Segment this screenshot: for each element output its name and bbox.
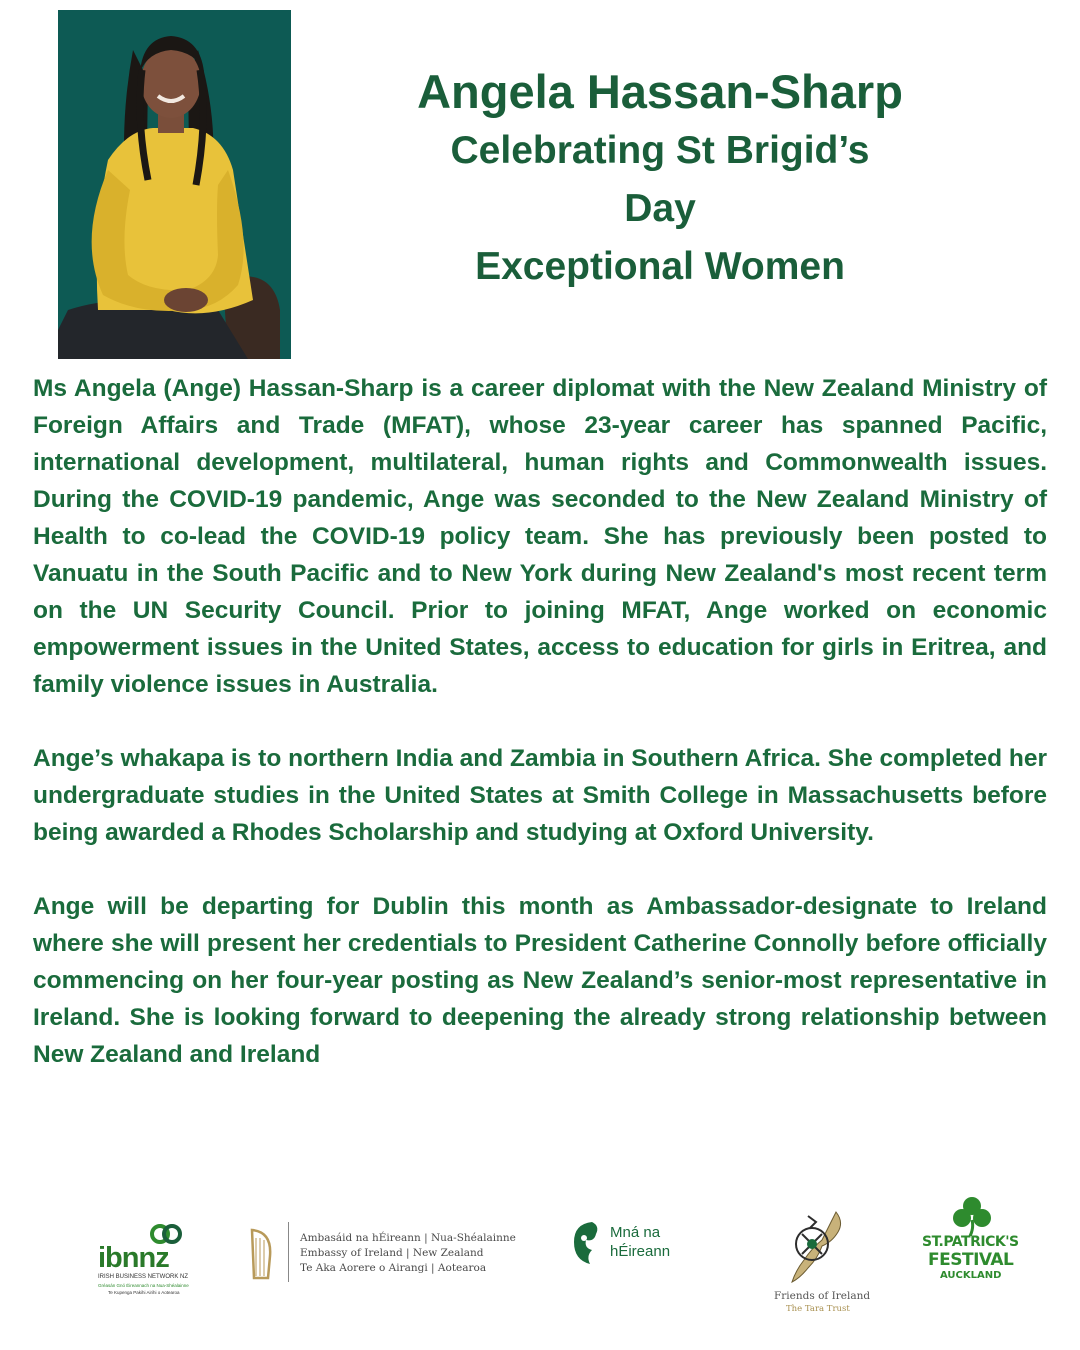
embassy-logo [246, 1222, 516, 1284]
friends-of-ireland-logo [770, 1208, 871, 1318]
mna-line-1: Mná na [610, 1224, 661, 1241]
festival-line-1: ST.PATRICK'S [922, 1234, 1019, 1250]
festival-line-2: FESTIVAL [928, 1250, 1014, 1270]
subtitle-line-3: Exceptional Women [475, 245, 845, 288]
ibnnz-line-3: Te Kupenga Pakihi Airihi o Aotearoa [108, 1290, 180, 1295]
friends-line-2: The Tara Trust [786, 1304, 850, 1314]
st-patricks-festival-logo [922, 1196, 1022, 1286]
ibnnz-line-2: Gréasán Gnó Éireannach na Nua-Shéalainne [98, 1283, 189, 1288]
subtitle-line-1: Celebrating St Brigid’s [450, 129, 870, 172]
title-block [340, 62, 980, 296]
ibnnz-logo [98, 1220, 190, 1300]
bio-paragraph-1: Ms Angela (Ange) Hassan-Sharp is a career diplomat with the New Zealand Ministry of Foreign Affairs and Trade (MFAT), whose 23-year career has spanned Pacific, international development, multilateral, human rights and Commonwealth issues. During the COVID-19 pandemic, Ange was seconded to the New Zealand Ministry of Health to co-lead the COVID-19 policy team. She has previously been posted to Vanuatu in the South Pacific and to New York during New Zealand's most recent term on the UN Security Council. Prior to joining MFAT, Ange worked on economic empowerment issues in the United States, access to education for girls in Eritrea, and family violence issues in Australia. [33, 375, 1047, 698]
embassy-line-2: Embassy of Ireland | New Zealand [300, 1247, 484, 1259]
embassy-line-1: Ambasáid na hÉireann | Nua-Shéalainne [300, 1232, 516, 1244]
bio-paragraph-2: Ange’s whakapa is to northern India and Zambia in Southern Africa. She completed her undergraduate studies in the United States at Smith College in Massachusetts before being awarded a Rhodes Scholarship and studying at Oxford University. [33, 745, 1047, 846]
ibnnz-wordmark: ibnnz [98, 1242, 169, 1274]
bio-text [33, 370, 1047, 1073]
person-name: Angela Hassan-Sharp [417, 65, 903, 118]
portrait-illustration [58, 10, 291, 359]
ibnnz-line-1: IRISH BUSINESS NETWORK NZ [98, 1274, 189, 1280]
shamrock-icon [950, 1196, 994, 1236]
festival-line-3: AUCKLAND [940, 1270, 1002, 1281]
nz-map-emblem-icon [782, 1208, 852, 1284]
portrait-photo [58, 10, 291, 359]
friends-line-1: Friends of Ireland [774, 1290, 871, 1302]
embassy-divider [288, 1222, 289, 1282]
subtitle-line-2: Day [624, 187, 696, 230]
mna-line-2: hÉireann [610, 1243, 671, 1260]
harp-icon [246, 1226, 276, 1282]
mna-na-heireann-logo [570, 1220, 690, 1268]
embassy-line-3: Te Aka Aorere o Airangi | Aotearoa [300, 1262, 487, 1274]
mna-profile-icon [570, 1220, 608, 1266]
bio-paragraph-3: Ange will be departing for Dublin this month as Ambassador-designate to Ireland where she will present her credentials to President Catherine Connolly before officially commencing on her four-year posting as New Zealand’s senior-most representative in Ireland. She is looking forward to deepening the already strong relationship between New Zealand and Ireland [33, 893, 1047, 1068]
